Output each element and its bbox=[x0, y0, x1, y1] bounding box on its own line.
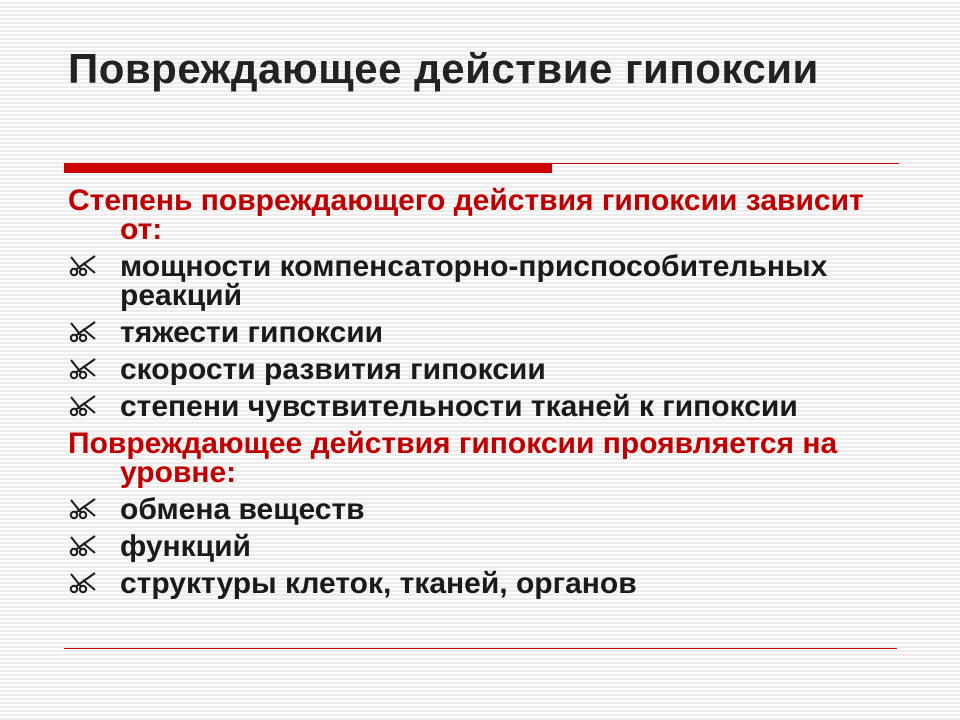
footer-rule bbox=[64, 648, 897, 649]
scissors-icon bbox=[68, 392, 98, 418]
level-item bbox=[68, 495, 898, 524]
intro-heading: Степень повреждающего действия гипоксии зависит от: bbox=[68, 184, 864, 246]
levels-heading: Повреждающее действия гипоксии проявляется на уровне: bbox=[68, 427, 838, 489]
level-item bbox=[68, 569, 898, 598]
slide-content bbox=[68, 186, 898, 606]
slide-title: Повреждающее действие гипоксии bbox=[68, 45, 819, 92]
factor-item bbox=[68, 318, 898, 347]
title-underline-thin bbox=[552, 163, 899, 164]
factor-text: скорости развития гипоксии bbox=[120, 353, 546, 386]
factor-text: тяжести гипоксии bbox=[120, 316, 384, 349]
scissors-icon bbox=[68, 495, 98, 521]
scissors-icon bbox=[68, 252, 98, 278]
scissors-icon bbox=[68, 318, 98, 344]
scissors-icon bbox=[68, 569, 98, 595]
level-text: обмена веществ bbox=[120, 493, 365, 526]
factor-text: мощности компенсаторно-приспособительных реакций bbox=[120, 250, 828, 312]
scissors-icon bbox=[68, 532, 98, 558]
factor-item bbox=[68, 252, 898, 310]
level-text: функций bbox=[120, 530, 252, 563]
level-text: структуры клеток, тканей, органов bbox=[120, 567, 637, 600]
level-item bbox=[68, 532, 898, 561]
factor-text: степени чувствительности тканей к гипоксии bbox=[120, 390, 798, 423]
scissors-icon bbox=[68, 355, 98, 381]
factor-item bbox=[68, 355, 898, 384]
title-underline-thick bbox=[64, 163, 552, 173]
factor-item bbox=[68, 392, 898, 421]
